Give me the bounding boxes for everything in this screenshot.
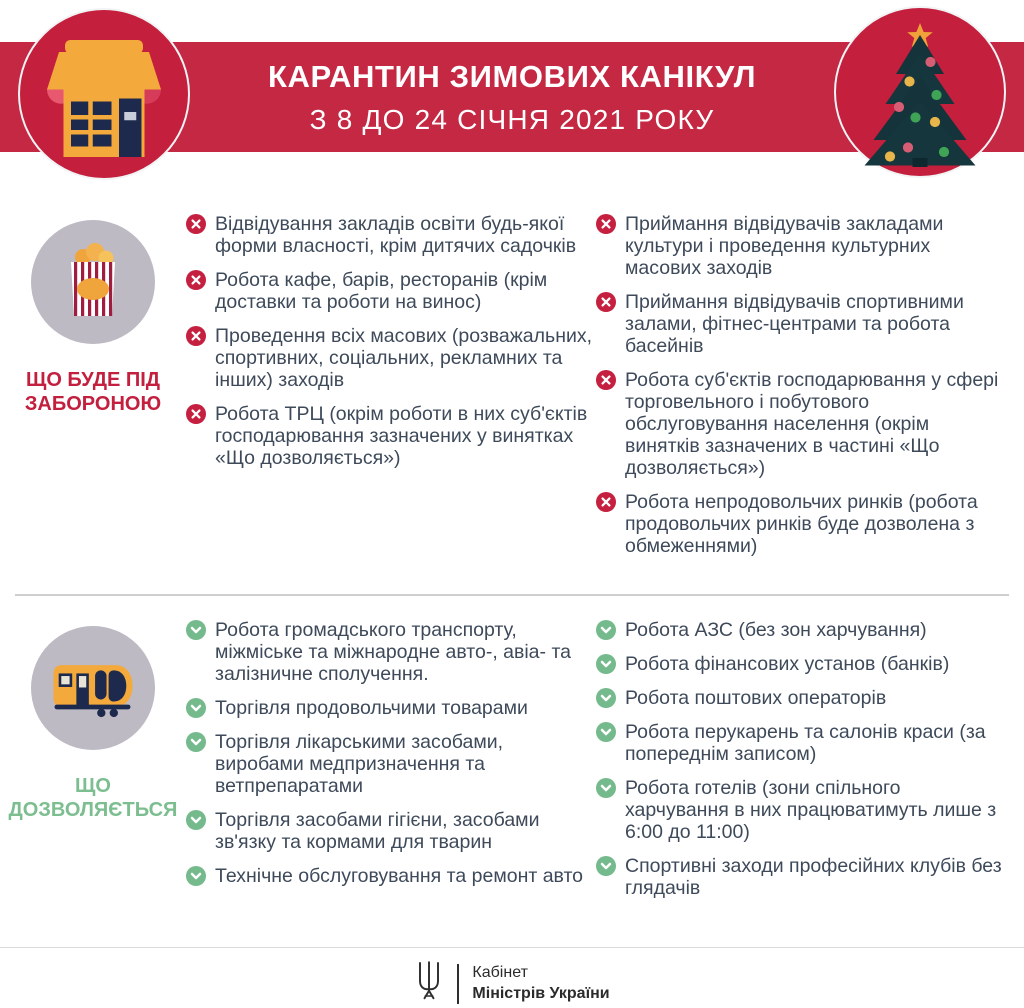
prohibited-label-line2: ЗАБОРОНОЮ	[24, 393, 162, 416]
item-text: Робота АЗС (без зон харчування)	[625, 619, 927, 641]
x-circle-icon	[186, 214, 206, 234]
footer-org-line1: Кабінет	[472, 963, 528, 981]
list-item	[596, 291, 1014, 357]
check-circle-icon	[596, 778, 616, 798]
item-text: Торгівля продовольчими товарами	[215, 697, 528, 719]
item-text: Відвідування закладів освіти будь-якої форми власності, крім дитячих садочків	[215, 213, 577, 257]
check-circle-icon	[596, 654, 616, 674]
item-text: Приймання відвідувачів закладами культури і проведення культурних масових заходів	[625, 213, 944, 279]
list-item	[596, 369, 1014, 479]
check-circle-icon	[596, 620, 616, 640]
popcorn-icon	[31, 220, 155, 344]
x-circle-icon	[596, 492, 616, 512]
list-item	[186, 325, 596, 391]
item-text: Робота суб'єктів господарювання у сфері торговельного і побутового обслуговування населення (окрім винятків зазначених в частині «Що дозволяється»)	[625, 369, 999, 479]
footer	[0, 948, 1024, 1008]
item-text: Приймання відвідувачів спортивними залами, фітнес-центрами та робота басейнів	[625, 291, 964, 357]
list-item	[596, 213, 1014, 279]
list-item	[186, 865, 596, 887]
list-item	[186, 697, 596, 719]
allowed-columns	[186, 619, 1024, 911]
allowed-label	[0, 774, 186, 823]
item-text: Робота непродовольчих ринків (робота продовольчих ринків буде дозволена з обмеженнями)	[625, 491, 978, 557]
item-text: Торгівля лікарськими засобами, виробами медпризначення та ветпрепаратами	[215, 731, 504, 797]
prohibited-col1	[186, 213, 596, 569]
check-circle-icon	[186, 620, 206, 640]
footer-org-name	[472, 963, 609, 1005]
footer-logo-divider	[457, 964, 459, 1004]
x-circle-icon	[186, 270, 206, 290]
page-title: КАРАНТИН ЗИМОВИХ КАНІКУЛ	[267, 58, 757, 94]
x-circle-icon	[186, 404, 206, 424]
item-text: Проведення всіх масових (розважальних, спортивних, соціальних, рекламних та інших) заходів	[215, 325, 593, 391]
prohibited-col2	[596, 213, 1014, 569]
page-subtitle: З 8 ДО 24 СІЧНЯ 2021 РОКУ	[309, 103, 715, 135]
check-circle-icon	[186, 810, 206, 830]
check-circle-icon	[596, 722, 616, 742]
allowed-label-line1: ЩО	[75, 775, 111, 797]
allowed-side	[0, 619, 186, 911]
list-item	[186, 619, 596, 685]
list-item	[186, 403, 596, 469]
x-circle-icon	[596, 214, 616, 234]
item-text: Торгівля засобами гігієни, засобами зв'язку та кормами для тварин	[215, 809, 540, 853]
list-item	[596, 491, 1014, 557]
train-icon	[31, 626, 155, 750]
list-item	[596, 653, 1014, 675]
list-item	[596, 687, 1014, 709]
item-text: Технічне обслуговування та ремонт авто	[215, 865, 584, 887]
check-circle-icon	[186, 732, 206, 752]
allowed-col1	[186, 619, 596, 911]
list-item	[186, 809, 596, 853]
list-item	[596, 855, 1014, 899]
item-text: Робота кафе, барів, ресторанів (крім доставки та роботи на винос)	[215, 269, 548, 313]
item-text: Робота перукарень та салонів краси (за попереднім записом)	[625, 721, 986, 765]
section-prohibited	[0, 195, 1024, 569]
item-text: Робота ТРЦ (окрім роботи в них суб'єктів господарювання зазначених у винятках «Що дозволяється»)	[215, 403, 588, 469]
list-item	[596, 619, 1014, 641]
allowed-label-line2: ДОЗВОЛЯЄТЬСЯ	[8, 799, 178, 822]
footer-org-line2: Міністрів України	[472, 984, 610, 1002]
prohibited-label	[0, 368, 186, 417]
item-text: Робота поштових операторів	[625, 687, 887, 709]
prohibited-label-line1: ЩО БУДЕ ПІД	[25, 369, 161, 391]
christmas-tree-icon	[834, 6, 1006, 178]
x-circle-icon	[596, 292, 616, 312]
list-item	[596, 721, 1014, 765]
check-circle-icon	[186, 698, 206, 718]
header	[0, 0, 1024, 195]
list-item	[186, 731, 596, 797]
list-item	[186, 213, 596, 257]
check-circle-icon	[596, 688, 616, 708]
item-text: Спортивні заходи професійних клубів без глядачів	[625, 855, 1002, 899]
item-text: Робота готелів (зони спільного харчування в них працюватимуть лише з 6:00 до 11:00)	[625, 777, 997, 843]
trident-icon	[414, 959, 444, 1008]
storefront-icon	[18, 8, 190, 180]
list-item	[596, 777, 1014, 843]
x-circle-icon	[186, 326, 206, 346]
prohibited-side	[0, 213, 186, 569]
item-text: Робота громадського транспорту, міжміське та міжнародне авто-, авіа- та залізничне сполучення.	[215, 619, 571, 685]
x-circle-icon	[596, 370, 616, 390]
item-text: Робота фінансових установ (банків)	[625, 653, 950, 675]
allowed-col2	[596, 619, 1014, 911]
section-allowed	[0, 596, 1024, 911]
list-item	[186, 269, 596, 313]
check-circle-icon	[596, 856, 616, 876]
prohibited-columns	[186, 213, 1024, 569]
check-circle-icon	[186, 866, 206, 886]
